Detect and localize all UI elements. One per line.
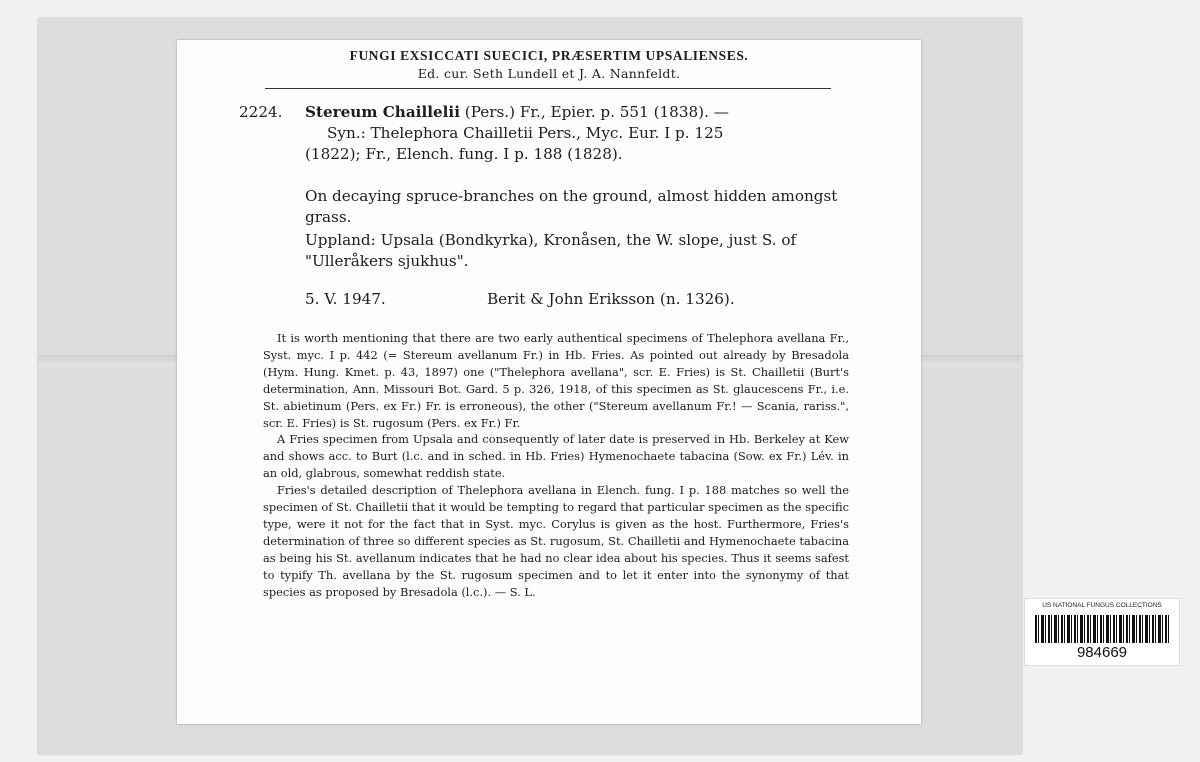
species-authority: (Pers.) Fr., Epier. p. 551 (1838). — [464, 103, 729, 121]
note-paragraph: It is worth mentioning that there are two early authentical specimens of Thelephora avellana Fr., Syst. myc. I p. 442 (= Stereum avellanum Fr.) in Hb. Fries. As pointed out already by Bresadola (Hym. Hung. Kmet. p. 43, 1897) one ("Thelephora avellana", scr. E. Fries) is St. Chailletii (Burt's determination, Ann. Missouri Bot. Gard. 5 p. 326, 1918, of this specimen as St. glaucescens Fr., i.e. St. abietinum (Pers. ex Fr.) Fr. is erroneous), the other ("Stereum avellanum Fr.! — Scania, rariss.", scr. E. Fries) is St. rugosum (Pers. ex Fr.) Fr. [263, 331, 849, 430]
species-citation [305, 102, 865, 165]
editors-line: Ed. cur. Seth Lundell et J. A. Nannfeldt. [417, 66, 681, 81]
exsiccata-number: 2224. [239, 103, 283, 121]
taxonomic-note [263, 330, 849, 601]
barcode-number: 984669 [1076, 644, 1128, 661]
habitat-text: On decaying spruce-branches on the ground, almost hidden amongst grass. [305, 187, 838, 226]
specimen-label [177, 40, 921, 724]
series-title: FUNGI EXSICCATI SUECICI, PRÆSERTIM UPSALIENSES. [349, 48, 749, 63]
species-name: Stereum Chaillelii [305, 103, 460, 121]
collection-date: 5. V. 1947. [305, 290, 386, 308]
title-rule [265, 88, 831, 89]
barcode-header: US NATIONAL FUNGUS COLLECTIONS [1042, 602, 1162, 609]
note-paragraph: Fries's detailed description of Thelephora avellana in Elench. fung. I p. 188 matches so well the specimen of St. Chailletii that it would be tempting to regard that particular specimen as the specific type, were it not for the fact that in Syst. myc. Corylus is given as the host. Furthermore, Fries's determination of three so different species as St. rugosum, St. Chailletii and Hymenochaete tabacina as being his St. avellanum indicates that he had no clear idea about his species. Thus it seems safest to typify Th. avellana by the St. rugosum specimen and to let it enter into the synonymy of that species as proposed by Bresadola (l.c.). — S. L. [263, 483, 849, 599]
barcode-label [1024, 598, 1180, 666]
note-paragraph: A Fries specimen from Upsala and consequently of later date is preserved in Hb. Berkeley at Kew and shows acc. to Burt (l.c. and in sched. in Hb. Fries) Hymenochaete tabacina (Sow. ex Fr.) Lév. in an old, glabrous, somewhat reddish state. [263, 432, 849, 481]
locality-text: Uppland: Upsala (Bondkyrka), Kronåsen, the W. slope, just S. of "Ulleråkers sjukhus". [305, 231, 797, 270]
collectors: Berit & John Eriksson (n. 1326). [487, 290, 735, 308]
barcode-bars [1035, 615, 1169, 643]
synonym-line-2: (1822); Fr., Elench. fung. I p. 188 (1828). [305, 145, 623, 163]
synonym-line: Syn.: Thelephora Chailletii Pers., Myc. Eur. I p. 125 [327, 124, 724, 142]
